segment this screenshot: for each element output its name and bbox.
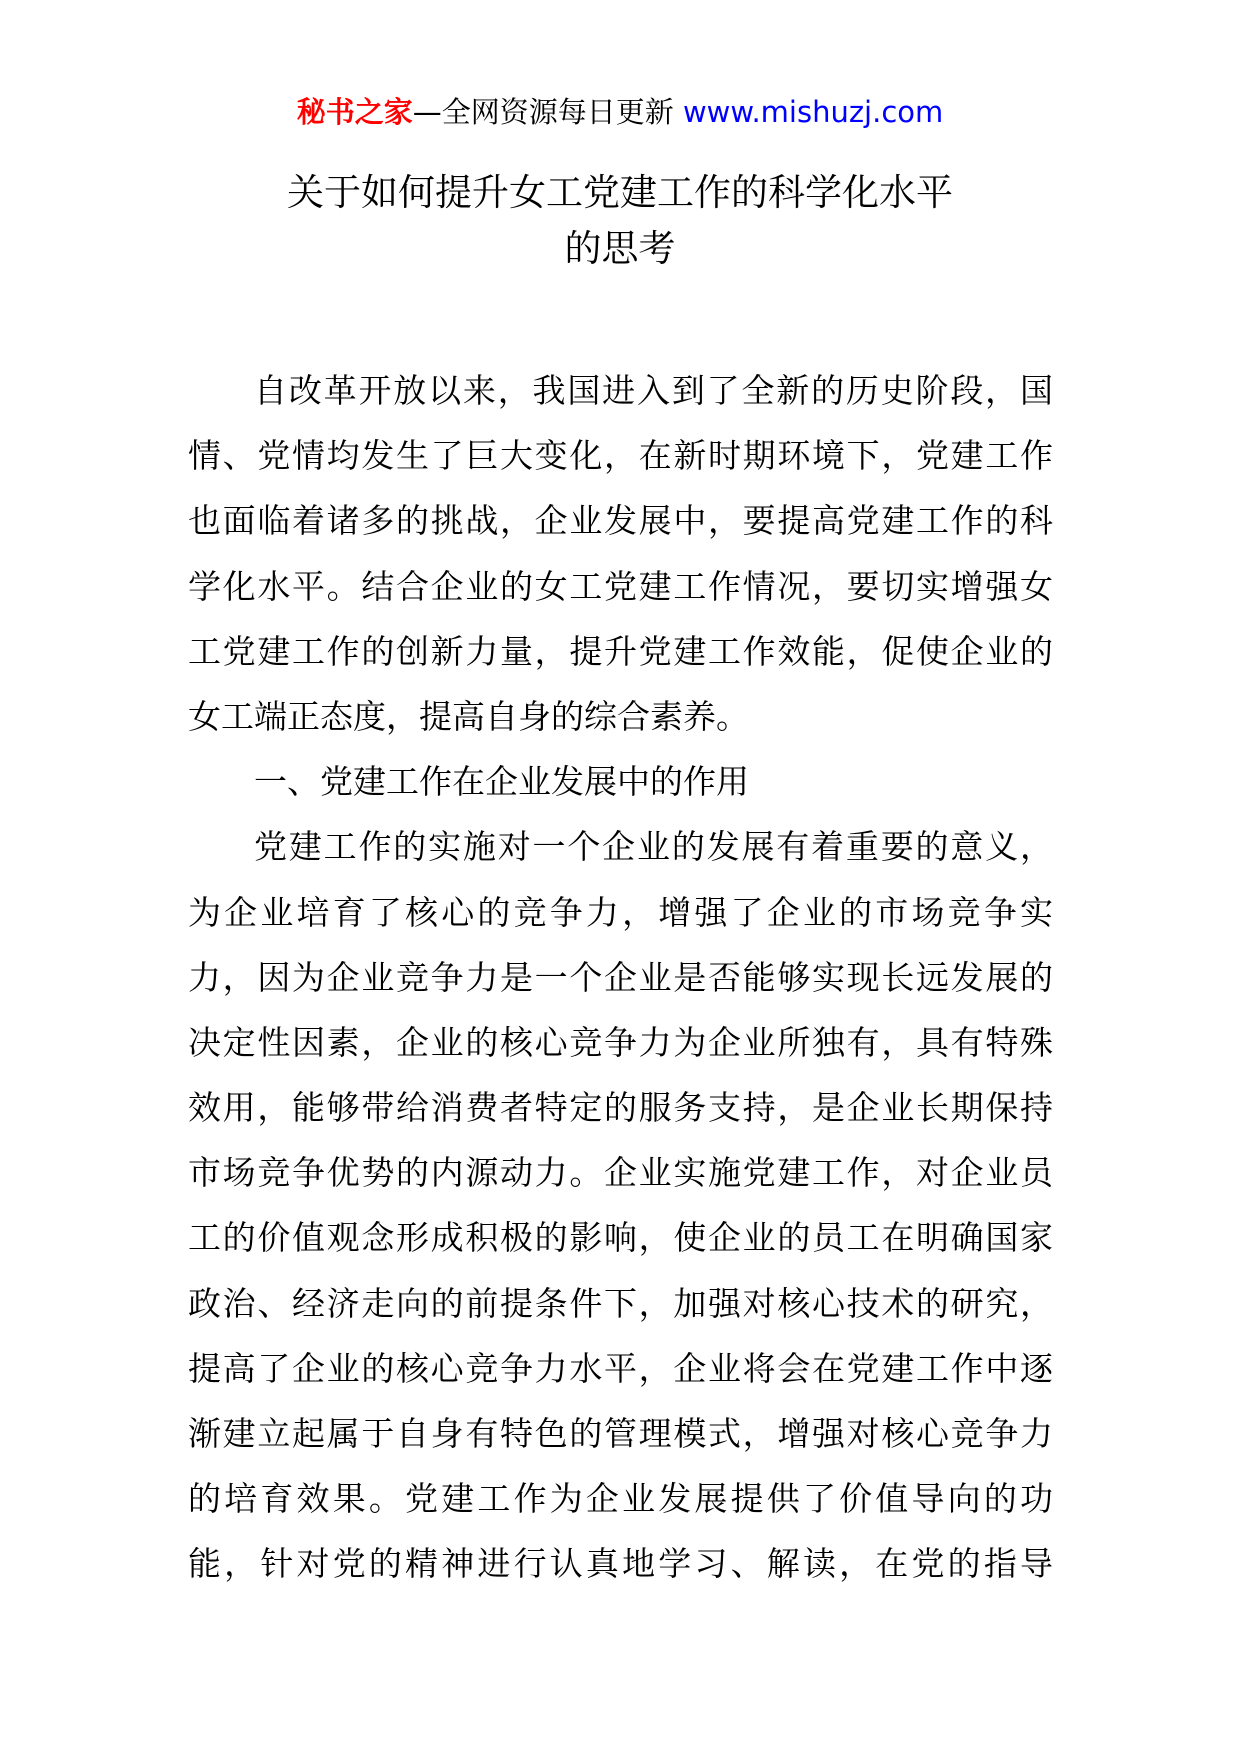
body-line: 女工端正态度，提高自身的综合素养。 [188,696,749,736]
body-line: 提高了企业的核心竞争力水平，企业将会在党建工作中逐 [188,1348,1053,1388]
section-heading: 一、党建工作在企业发展中的作用 [254,762,749,802]
body-line: 的培育效果。党建工作为企业发展提供了价值导向的功 [188,1479,1053,1519]
body-line: 学化水平。结合企业的女工党建工作情况，要切实增强女 [188,566,1053,606]
title-line-1: 关于如何提升女工党建工作的科学化水平 [287,171,953,214]
header-tagline: —全网资源每日更新 [412,95,683,129]
body-line: 情、党情均发生了巨大变化，在新时期环境下，党建工作 [188,436,1053,476]
body-line: 力，因为企业竞争力是一个企业是否能够实现长远发展的 [188,957,1053,997]
body-line: 效用，能够带给消费者特定的服务支持，是企业长期保持 [188,1088,1053,1128]
body-line: 政治、经济走向的前提条件下，加强对核心技术的研究， [188,1283,1053,1323]
body-line: 决定性因素，企业的核心竞争力为企业所独有，具有特殊 [188,1022,1053,1062]
body-line: 党建工作的实施对一个企业的发展有着重要的意义， [254,827,1053,867]
document-body [188,358,1053,1597]
body-line: 工的价值观念形成积极的影响，使企业的员工在明确国家 [188,1218,1053,1258]
site-header [0,92,1240,132]
body-line: 工党建工作的创新力量，提升党建工作效能，促使企业的 [188,631,1053,671]
brand-name: 秘书之家 [296,95,413,129]
body-line: 渐建立起属于自身有特色的管理模式，增强对核心竞争力 [188,1414,1053,1453]
body-line: 为企业培育了核心的竞争力，增强了企业的市场竞争实 [188,892,1053,932]
body-line: 市场竞争优势的内源动力。企业实施党建工作，对企业员 [188,1153,1053,1193]
body-line: 能，针对党的精神进行认真地学习、解读，在党的指导 [188,1544,1053,1584]
title-line-2: 的思考 [564,227,676,270]
body-line: 自改革开放以来，我国进入到了全新的历史阶段，国 [254,371,1053,410]
body-line: 也面临着诸多的挑战，企业发展中，要提高党建工作的科 [188,501,1053,541]
document-title [0,165,1240,277]
site-url-link[interactable]: www.mishuzj.com [682,95,944,129]
